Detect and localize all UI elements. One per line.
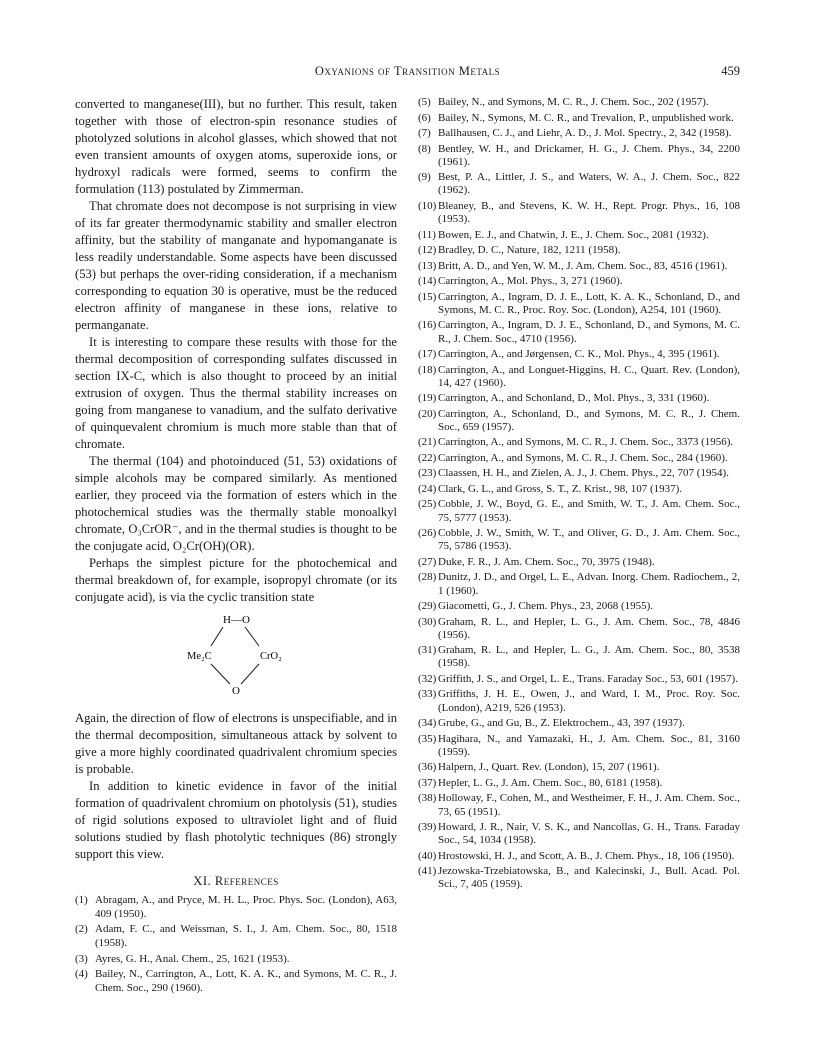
reference-text: Carrington, A., Schonland, D., and Symons, M. C. R., J. Chem. Soc., 659 (1957). [438, 407, 740, 433]
reference-item [418, 291, 740, 317]
reference-number: (23) [418, 467, 437, 480]
reference-text: Giacometti, G., J. Chem. Phys., 23, 2068 (1955). [438, 600, 654, 613]
cyclic-transition-state-diagram [75, 608, 397, 708]
transition-state-formula [75, 608, 397, 708]
reference-number: (12) [418, 244, 437, 257]
reference-text: Best, P. A., Littler, J. S., and Waters, W. A., J. Chem. Soc., 822 (1962). [438, 171, 740, 197]
reference-item [418, 260, 740, 273]
reference-number: (11) [418, 228, 436, 241]
reference-item [418, 556, 740, 569]
reference-text: Hrostowski, H. J., and Scott, A. B., J. Chem. Phys., 18, 106 (1950). [438, 849, 735, 862]
formula-bond-line [241, 664, 259, 684]
reference-text: Carrington, A., and Symons, M. C. R., J. Chem. Soc., 3373 (1956). [438, 436, 734, 449]
reference-text: Carrington, A., Ingram, D. J. E., Lott, K. A. K., Schonland, D., and Symons, M. C. R., Proc. Roy. Soc. (London), A254, 101 (1960). [438, 290, 740, 316]
formula-bond-line [211, 664, 230, 684]
reference-text: Duke, F. R., J. Am. Chem. Soc., 70, 3975 (1948). [438, 555, 655, 568]
reference-text: Clark, G. L., and Gross, S. T., Z. Krist., 98, 107 (1937). [438, 482, 683, 495]
reference-text: Ayres, G. H., Anal. Chem., 25, 1621 (1953). [95, 952, 290, 965]
reference-item [418, 792, 740, 818]
reference-number: (32) [418, 672, 437, 685]
reference-number: (20) [418, 407, 437, 420]
reference-item [418, 319, 740, 345]
reference-item [418, 498, 740, 524]
body-paragraph: That chromate does not decompose is not surprising in view of its far greater thermodynamic stability and smaller electron affinity, but the stability of manganate and hypomanganate is less readily understandable. Some aspects have been discussed (53) but perhaps the over-riding consideration, if a mechanism corresponding to equation 30 is operative, must be the reduced electron affinity of manganese in these ions, relative to permanganate. [75, 199, 397, 332]
reference-item [418, 821, 740, 847]
reference-number: (27) [418, 555, 437, 568]
reference-item [418, 436, 740, 449]
right-column [418, 96, 740, 894]
reference-text: Cobble, J. W., Smith, W. T., and Oliver, G. D., J. Am. Chem. Soc., 75, 5786 (1953). [438, 527, 740, 553]
reference-item [75, 953, 397, 967]
reference-text: Griffiths, J. H. E., Owen, J., and Ward, I. M., Proc. Roy. Soc. (London), A219, 526 (1953). [438, 688, 740, 714]
reference-number: (13) [418, 259, 437, 272]
section-heading: XI. References [193, 874, 279, 888]
reference-item [418, 616, 740, 642]
reference-item [418, 229, 740, 242]
formula-bond-line [245, 627, 259, 646]
formula-bottom-label: O [232, 685, 240, 697]
reference-number: (10) [418, 199, 437, 212]
reference-text: Claassen, H. H., and Zielen, A. J., J. Chem. Phys., 22, 707 (1954). [438, 467, 729, 480]
reference-text: Bailey, N., and Symons, M. C. R., J. Chem. Soc., 202 (1957). [438, 96, 709, 108]
reference-number: (37) [418, 776, 437, 789]
reference-item [418, 483, 740, 496]
reference-number: (26) [418, 527, 437, 540]
reference-text: Hepler, L. G., J. Am. Chem. Soc., 80, 6181 (1958). [438, 776, 663, 789]
reference-number: (28) [418, 571, 437, 584]
reference-text: Griffith, J. S., and Orgel, L. E., Trans. Faraday Soc., 53, 601 (1957). [438, 672, 738, 685]
reference-text: Bailey, N., Carrington, A., Lott, K. A. K., and Symons, M. C. R., J. Chem. Soc., 290 (1960). [95, 968, 397, 994]
reference-item [75, 968, 397, 995]
reference-text: Carrington, A., and Schonland, D., Mol. Phys., 3, 331 (1960). [438, 392, 710, 405]
reference-item [75, 894, 397, 921]
reference-text: Ballhausen, C. J., and Liehr, A. D., J. Mol. Spectry., 2, 342 (1958). [438, 127, 732, 139]
formula-right-label: CrO₂ [260, 651, 282, 662]
reference-text: Adam, F. C., and Weissman, S. I., J. Am. Chem. Soc., 80, 1518 (1958). [95, 923, 397, 949]
reference-number: (2) [75, 923, 88, 936]
reference-number: (21) [418, 436, 437, 449]
reference-text: Grube, G., and Gu, B., Z. Elektrochem., 43, 397 (1937). [438, 717, 685, 730]
reference-item [418, 644, 740, 670]
reference-number: (39) [418, 821, 437, 834]
reference-item [418, 688, 740, 714]
reference-item [418, 112, 740, 125]
page-number: 459 [721, 64, 740, 78]
reference-text: Carrington, A., Mol. Phys., 3, 271 (1960). [438, 275, 623, 288]
reference-text: Graham, R. L., and Hepler, L. G., J. Am. Chem. Soc., 80, 3538 (1958). [438, 644, 740, 670]
reference-number: (29) [418, 600, 437, 613]
reference-number: (19) [418, 392, 437, 405]
reference-number: (6) [418, 111, 431, 124]
running-title: Oxyanions of Transition Metals [314, 64, 501, 78]
formula-top-label: H—O [223, 614, 250, 626]
reference-number: (14) [418, 275, 437, 288]
reference-number: (18) [418, 363, 437, 376]
formula-bond-line [211, 627, 223, 646]
reference-number: (41) [418, 865, 437, 878]
formula-left-label: Me₂C [187, 651, 212, 662]
reference-list [75, 894, 397, 995]
reference-number: (40) [418, 849, 437, 862]
reference-number: (24) [418, 482, 437, 495]
reference-item [418, 392, 740, 405]
reference-text: Howard, J. R., Nair, V. S. K., and Nancollas, G. H., Trans. Faraday Soc., 54, 1034 (1958). [438, 821, 740, 847]
reference-number: (36) [418, 761, 437, 774]
reference-text: Bradley, D. C., Nature, 182, 1211 (1958). [438, 244, 621, 257]
reference-item [418, 452, 740, 465]
reference-item [418, 200, 740, 226]
reference-item [418, 717, 740, 730]
reference-number: (35) [418, 732, 437, 745]
reference-text: Bentley, W. H., and Drickamer, H. G., J. Chem. Phys., 34, 2200 (1961). [438, 142, 740, 168]
reference-item [418, 673, 740, 686]
reference-text: Carrington, A., and Symons, M. C. R., J. Chem. Soc., 284 (1960). [438, 451, 728, 464]
reference-item [418, 733, 740, 759]
reference-number: (5) [418, 96, 431, 108]
reference-text: Cobble, J. W., Boyd, G. E., and Smith, W. T., J. Am. Chem. Soc., 75, 5777 (1953). [438, 498, 740, 524]
body-paragraph: The thermal (104) and photoinduced (51, 53) oxidations of simple alcohols may be compared similarly. As mentioned earlier, they proceed via the formation of esters which in the photochemical studies was the thermally stable monoalkyl chromate, O₃CrOR⁻, and in the thermal studies is thought to be the conjugate acid, O₂Cr(OH)(OR). [75, 454, 397, 553]
reference-item [418, 600, 740, 613]
reference-text: Britt, A. D., and Yen, W. M., J. Am. Chem. Soc., 83, 4516 (1961). [438, 259, 728, 272]
reference-number: (8) [418, 142, 431, 155]
reference-text: Bowen, E. J., and Chatwin, J. E., J. Chem. Soc., 2081 (1932). [438, 228, 709, 241]
reference-text: Holloway, F., Cohen, M., and Westheimer, F. H., J. Am. Chem. Soc., 73, 65 (1951). [438, 792, 740, 818]
body-paragraph: It is interesting to compare these results with those for the thermal decomposition of corresponding sulfates discussed in section IX-C, which is also thought to proceed by an initial extrusion of oxygen. Thus the thermal stability increases on going from manganese to vanadium, and the sulfato derivative of quinquevalent chromium is much more stable than that of chromate. [75, 335, 397, 451]
reference-item [418, 143, 740, 169]
reference-text: Abragam, A., and Pryce, M. H. L., Proc. Phys. Soc. (London), A63, 409 (1950). [95, 894, 397, 920]
reference-number: (4) [75, 968, 88, 981]
reference-item [418, 527, 740, 553]
body-paragraph: In addition to kinetic evidence in favor of the initial formation of quadrivalent chromium on photolysis (51), studies of rigid solutions exposed to ultraviolet light and of fluid solutions studied by flash photolytic techniques (86) strongly support this view. [75, 779, 397, 861]
reference-number: (16) [418, 319, 437, 332]
reference-item [418, 761, 740, 774]
reference-text: Bailey, N., Symons, M. C. R., and Trevalion, P., unpublished work. [438, 111, 734, 124]
reference-item [418, 348, 740, 361]
body-paragraph: converted to manganese(III), but no further. This result, taken together with those of electron-spin resonance studies of photolyzed solutions in alcohol glasses, which showed that not even transient amounts of oxygen atoms, superoxide ions, or hydroxyl radicals were formed, seems to confirm the formulation (113) postulated by Zimmerman. [75, 97, 397, 196]
page-header [75, 64, 740, 84]
reference-text: Graham, R. L., and Hepler, L. G., J. Am. Chem. Soc., 78, 4846 (1956). [438, 615, 740, 641]
reference-item [418, 571, 740, 597]
reference-text: Bleaney, B., and Stevens, K. W. H., Rept. Progr. Phys., 16, 108 (1953). [438, 199, 740, 226]
reference-number: (1) [75, 894, 88, 906]
reference-number: (25) [418, 498, 437, 511]
reference-number: (17) [418, 348, 437, 361]
body-paragraph: Again, the direction of flow of electrons is unspecifiable, and in the thermal decomposition, simultaneous attack by solvent to give a more highly coordinated quadrivalent chromium species is probable. [75, 711, 397, 776]
reference-item [418, 96, 740, 109]
reference-text: Carrington, A., and Jørgensen, C. K., Mol. Phys., 4, 395 (1961). [438, 348, 720, 361]
reference-item [418, 865, 740, 891]
reference-text: Carrington, A., Ingram, D. J. E., Schonland, D., and Symons, M. C. R., J. Chem. Soc., 4710 (1956). [438, 319, 740, 345]
reference-number: (33) [418, 688, 437, 701]
left-column [75, 96, 397, 998]
reference-number: (9) [418, 171, 431, 184]
reference-item [418, 364, 740, 390]
reference-number: (7) [418, 127, 431, 139]
body-paragraph: Perhaps the simplest picture for the photochemical and thermal breakdown of, for example, isopropyl chromate (or its conjugate acid), is via the cyclic transition state [75, 556, 397, 604]
reference-text: Hagihara, N., and Yamazaki, H., J. Am. Chem. Soc., 81, 3160 (1959). [438, 732, 740, 758]
reference-number: (22) [418, 451, 437, 464]
reference-item [75, 923, 397, 950]
reference-item [418, 850, 740, 863]
reference-text: Dunitz, J. D., and Orgel, L. E., Advan. Inorg. Chem. Radiochem., 2, 1 (1960). [438, 571, 740, 597]
reference-number: (38) [418, 792, 437, 805]
reference-number: (30) [418, 615, 437, 628]
reference-item [418, 171, 740, 197]
reference-item [418, 467, 740, 480]
reference-item [418, 408, 740, 434]
reference-item [418, 777, 740, 790]
reference-text: Jezowska-Trzebiatowska, B., and Kalecinski, J., Bull. Acad. Pol. Sci., 7, 405 (1959). [438, 865, 740, 891]
reference-text: Carrington, A., and Longuet-Higgins, H. C., Quart. Rev. (London), 14, 427 (1960). [438, 363, 740, 389]
reference-list [418, 96, 740, 892]
reference-text: Halpern, J., Quart. Rev. (London), 15, 207 (1961). [438, 761, 660, 774]
reference-number: (15) [418, 290, 437, 303]
reference-item [418, 127, 740, 140]
reference-item [418, 275, 740, 288]
reference-number: (3) [75, 952, 88, 965]
reference-number: (34) [418, 717, 437, 730]
reference-number: (31) [418, 644, 437, 657]
reference-item [418, 244, 740, 257]
